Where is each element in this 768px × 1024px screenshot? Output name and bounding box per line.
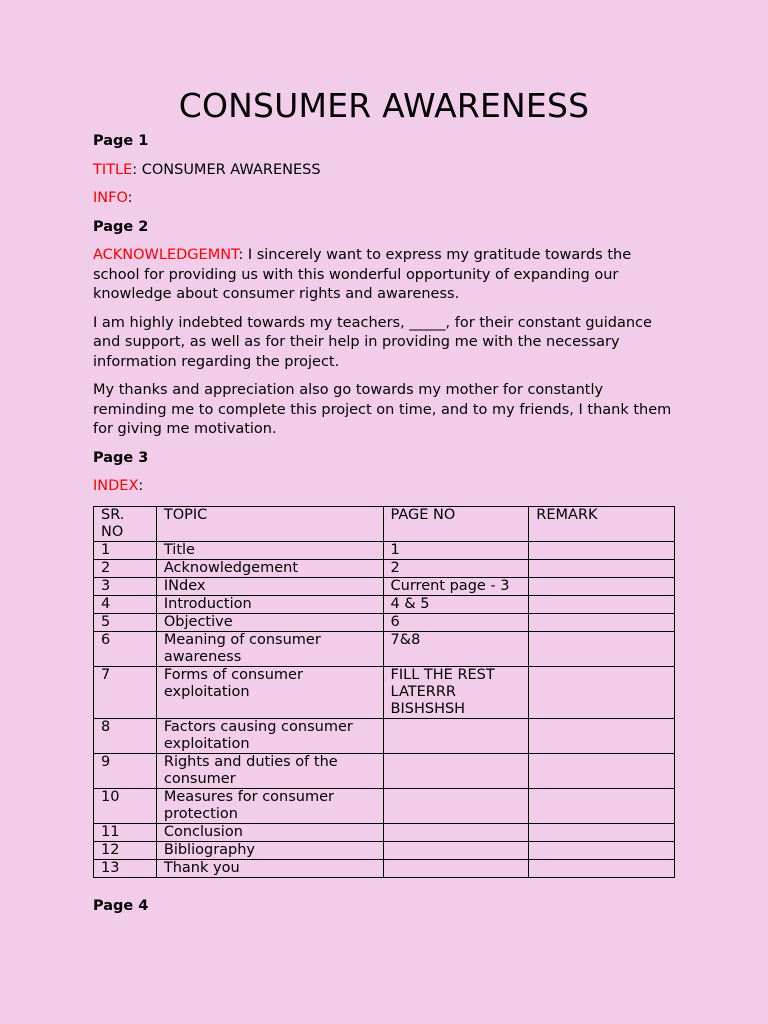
cell-remark bbox=[529, 841, 675, 859]
table-row bbox=[94, 595, 675, 613]
table-row bbox=[94, 841, 675, 859]
table-row bbox=[94, 613, 675, 631]
cell-topic: Rights and duties of the consumer bbox=[156, 753, 383, 788]
cell-sr-no: 9 bbox=[94, 753, 157, 788]
cell-topic: Title bbox=[156, 541, 383, 559]
cell-sr-no: 6 bbox=[94, 631, 157, 666]
cell-sr-no: 3 bbox=[94, 577, 157, 595]
page-4-label: Page 4 bbox=[93, 897, 149, 914]
cell-page-no: FILL THE REST LATERRR BISHSHSH bbox=[383, 666, 529, 718]
table-row bbox=[94, 559, 675, 577]
page-2-label: Page 2 bbox=[93, 218, 149, 235]
cell-remark bbox=[529, 718, 675, 753]
cell-sr-no: 8 bbox=[94, 718, 157, 753]
teachers-paragraph: I am highly indebted towards my teachers, _____, for their constant guidance and support, as well as for their help in providing me with the necessary information regarding the project. bbox=[93, 314, 652, 370]
cell-topic: Acknowledgement bbox=[156, 559, 383, 577]
cell-remark bbox=[529, 823, 675, 841]
spacer bbox=[93, 878, 675, 897]
cell-sr-no: 1 bbox=[94, 541, 157, 559]
acknowledgement-paragraph bbox=[93, 246, 675, 305]
cell-topic: Meaning of consumer awareness bbox=[156, 631, 383, 666]
page-3-label: Page 3 bbox=[93, 449, 149, 466]
table-row bbox=[94, 577, 675, 595]
cell-topic: Introduction bbox=[156, 595, 383, 613]
index-key: INDEX bbox=[93, 478, 139, 494]
cell-page-no bbox=[383, 718, 529, 753]
cell-remark bbox=[529, 753, 675, 788]
title-value: : CONSUMER AWARENESS bbox=[132, 161, 321, 178]
table-row bbox=[94, 631, 675, 666]
cell-topic: Factors causing consumer exploitation bbox=[156, 718, 383, 753]
cell-remark bbox=[529, 859, 675, 877]
title-line bbox=[93, 161, 675, 181]
index-table bbox=[93, 506, 675, 878]
document-page bbox=[93, 84, 675, 925]
index-table-body bbox=[94, 541, 675, 877]
cell-remark bbox=[529, 559, 675, 577]
index-value: : bbox=[138, 478, 144, 494]
cell-topic: Thank you bbox=[156, 859, 383, 877]
cell-sr-no: 13 bbox=[94, 859, 157, 877]
table-row bbox=[94, 753, 675, 788]
header-remark: REMARK bbox=[529, 506, 675, 541]
cell-page-no bbox=[383, 859, 529, 877]
document-title: CONSUMER AWARENESS bbox=[178, 86, 590, 125]
header-sr-no-line2: NO bbox=[101, 523, 124, 540]
table-row bbox=[94, 859, 675, 877]
thanks-paragraph: My thanks and appreciation also go towards my mother for constantly reminding me to complete this project on time, and to my friends, I thank them for giving me motivation. bbox=[93, 382, 672, 437]
cell-sr-no: 2 bbox=[94, 559, 157, 577]
acknowledgement-text: : I sincerely want to express my gratitude towards the school for providing us with this wonderful opportunity of expanding our knowledge about consumer rights and awareness. bbox=[93, 247, 632, 302]
cell-topic: Forms of consumer exploitation bbox=[156, 666, 383, 718]
cell-sr-no: 11 bbox=[94, 823, 157, 841]
index-table-header bbox=[94, 506, 675, 541]
cell-page-no: 4 & 5 bbox=[383, 595, 529, 613]
cell-sr-no: 12 bbox=[94, 841, 157, 859]
cell-page-no: 2 bbox=[383, 559, 529, 577]
cell-page-no bbox=[383, 841, 529, 859]
cell-page-no: Current page - 3 bbox=[383, 577, 529, 595]
cell-remark bbox=[529, 595, 675, 613]
cell-page-no bbox=[383, 753, 529, 788]
cell-sr-no: 4 bbox=[94, 595, 157, 613]
acknowledgement-key: ACKNOWLEDGEMNT bbox=[93, 247, 239, 263]
header-topic: TOPIC bbox=[156, 506, 383, 541]
cell-sr-no: 5 bbox=[94, 613, 157, 631]
cell-remark bbox=[529, 541, 675, 559]
info-key: INFO bbox=[93, 190, 128, 206]
cell-topic: INdex bbox=[156, 577, 383, 595]
cell-page-no bbox=[383, 788, 529, 823]
cell-page-no bbox=[383, 823, 529, 841]
table-row bbox=[94, 666, 675, 718]
cell-remark bbox=[529, 666, 675, 718]
cell-remark bbox=[529, 577, 675, 595]
cell-page-no: 1 bbox=[383, 541, 529, 559]
cell-sr-no: 10 bbox=[94, 788, 157, 823]
cell-topic: Objective bbox=[156, 613, 383, 631]
index-line bbox=[93, 477, 675, 497]
cell-remark bbox=[529, 788, 675, 823]
header-sr-no-line1: SR. bbox=[101, 506, 125, 523]
table-row bbox=[94, 541, 675, 559]
cell-remark bbox=[529, 613, 675, 631]
cell-topic: Conclusion bbox=[156, 823, 383, 841]
cell-topic: Bibliography bbox=[156, 841, 383, 859]
cell-page-no: 6 bbox=[383, 613, 529, 631]
title-key: TITLE bbox=[93, 161, 133, 178]
page-1-label: Page 1 bbox=[93, 133, 149, 149]
table-row bbox=[94, 823, 675, 841]
table-row bbox=[94, 788, 675, 823]
header-sr-no bbox=[94, 506, 157, 541]
header-page-no: PAGE NO bbox=[383, 506, 529, 541]
info-value: : bbox=[127, 190, 133, 206]
cell-page-no: 7&8 bbox=[383, 631, 529, 666]
cell-remark bbox=[529, 631, 675, 666]
info-line bbox=[93, 189, 675, 209]
cell-sr-no: 7 bbox=[94, 666, 157, 718]
cell-topic: Measures for consumer protection bbox=[156, 788, 383, 823]
table-row bbox=[94, 718, 675, 753]
